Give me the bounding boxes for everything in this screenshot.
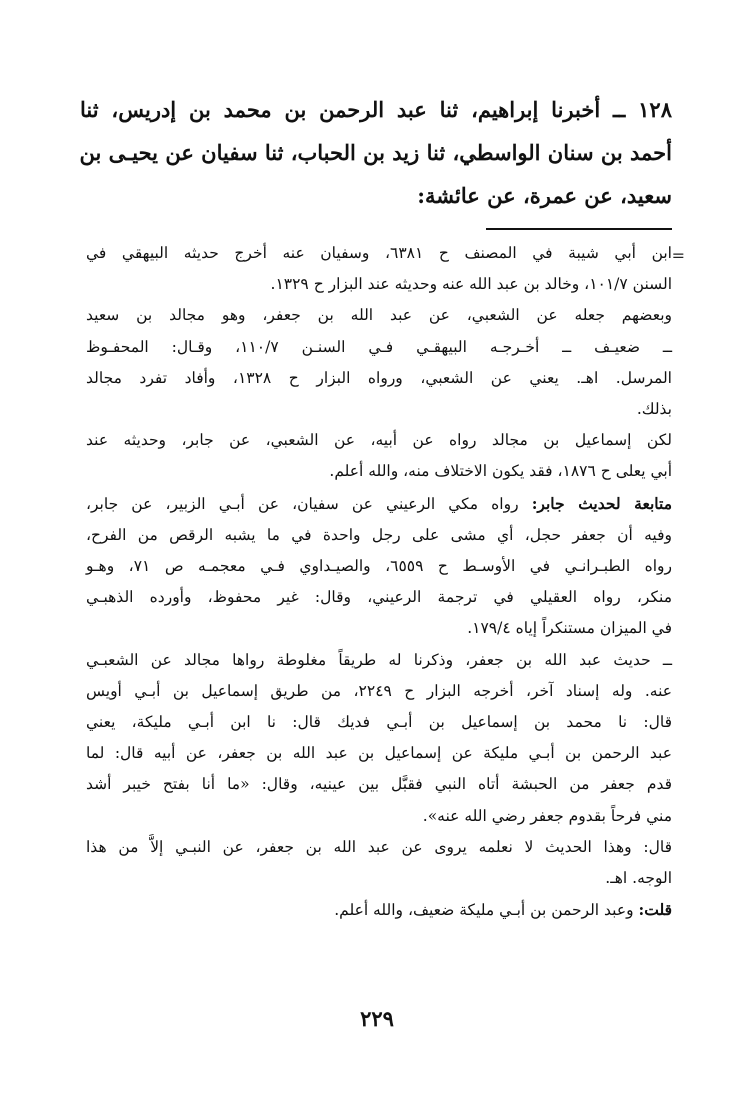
footnote-paragraph: [86, 645, 672, 832]
footnote-line: مني فرحاً بقدوم جعفر رضي الله عنه».: [422, 806, 672, 825]
footnote-line: ــ ضعيـف ــ أخـرجـه البيهقـي فـي السنـن ١١٠/٧، وقـال: المحفـوظ: [86, 337, 672, 356]
footnote-paragraph: [86, 488, 672, 645]
hadith-text: [80, 88, 672, 217]
footnote-line: منكر، رواه العقيلي في ترجمة الرعيني، وقال: غير محفوظ، وأورده الذهبـي: [86, 588, 672, 607]
footnote-line-text: وعبد الرحمن بن أبـي مليكة ضعيف، والله أعلم.: [334, 901, 639, 920]
page-number: ٢٢٩: [360, 1006, 394, 1031]
footnote-line: الوجه. اهـ.: [605, 869, 672, 888]
footnote-line-text: رواه مكي الرعيني عن سفيان، عن أبـي الزبير، عن جابر،: [86, 494, 532, 513]
hadith-line: أحمد بن سنان الواسطي، ثنا زيد بن الحباب، ثنا سفيان عن يحيـى بن: [79, 140, 672, 165]
footnote-line: المرسل. اهـ. يعني عن الشعبي، ورواه البزار ح ١٣٢٨، وأفاد تفرد مجالد: [86, 368, 672, 387]
footnote-line: وبعضهم جعله عن الشعبي، عن عبد الله بن جعفر، وهو مجالد بن سعيد: [86, 306, 672, 325]
footnote-lead: متابعة لحديث جابر:: [531, 493, 672, 513]
footnote-paragraph: [86, 425, 672, 487]
footnote-paragraph: [86, 300, 672, 425]
footnote-line: في الميزان مستنكراً إياه ١٧٩/٤.: [467, 619, 672, 638]
continuation-mark: =: [671, 246, 685, 265]
hadith-line: سعيد، عن عمرة، عن عائشة:: [417, 183, 672, 208]
footnote-line: قدم جعفر من الحبشة أتاه النبي فقبَّل بين عينيه، وقال: «ما أنا بفتح خيبر أشد: [86, 775, 672, 794]
footnote-line: لكن إسماعيل بن مجالد رواه عن أبيه، عن الشعبي، عن جابر، وحديثه عند: [86, 431, 672, 450]
footnote-lead: قلت:: [638, 900, 672, 920]
footnote-line: عبد الرحمن بن أبـي مليكة عن إسماعيل بن عبد الله بن جعفر، عن أبيه قال: لما: [86, 744, 672, 763]
footnote-paragraph: [86, 832, 672, 894]
hadith-line: ١٢٨ ــ أخبرنا إبراهيم، ثنا عبد الرحمن بن محمد بن إدريس، ثنا: [80, 97, 672, 122]
footnote-line: رواه الطبـرانـي في الأوسـط ح ٦٥٥٩، والصيـداوي فـي معجمـه ص ٧١، وهـو: [86, 557, 673, 576]
footnote-paragraph: [86, 894, 672, 926]
footnotes: [86, 238, 672, 926]
footnote-line: عنه. وله إسناد آخر، أخرجه البزار ح ٢٢٤٩، من طريق إسماعيل بن أبـي أويس: [86, 681, 672, 700]
footnote-line: قال: نا محمد بن إسماعيل بن أبـي فديك قال: نا ابن أبـي مليكة، يعني: [86, 713, 672, 732]
footnote-line: بذلك.: [636, 400, 672, 419]
footnote-line: ابن أبي شيبة في المصنف ح ٦٣٨١، وسفيان عنه أخرج حديثه البيهقي في: [86, 244, 672, 262]
footnote-paragraph: [86, 238, 672, 300]
footnote-line: وفيه أن جعفر حجل، أي مشى على رجل واحدة في ما يشبه الرقص من الفرح،: [86, 525, 672, 544]
footnote-line: أبي يعلى ح ١٨٧٦، فقد يكون الاختلاف منه، والله أعلم.: [329, 462, 672, 481]
footnote-line: [86, 488, 672, 520]
footnote-line: السنن ١٠١/٧، وخالد بن عبد الله عنه وحديثه عند البزار ح ١٣٢٩.: [270, 275, 672, 294]
footnote-separator: [486, 228, 672, 230]
footnote-line: ــ حديث عبد الله بن جعفر، وذكرنا له طريقاً مغلوطة رواها مجالد عن الشعبـي: [86, 650, 672, 669]
footnote-line: قال: وهذا الحديث لا نعلمه يروى عن عبد الله بن جعفر، عن النبـي إلاَّ من هذا: [86, 837, 672, 856]
footnote-line: [86, 894, 672, 926]
